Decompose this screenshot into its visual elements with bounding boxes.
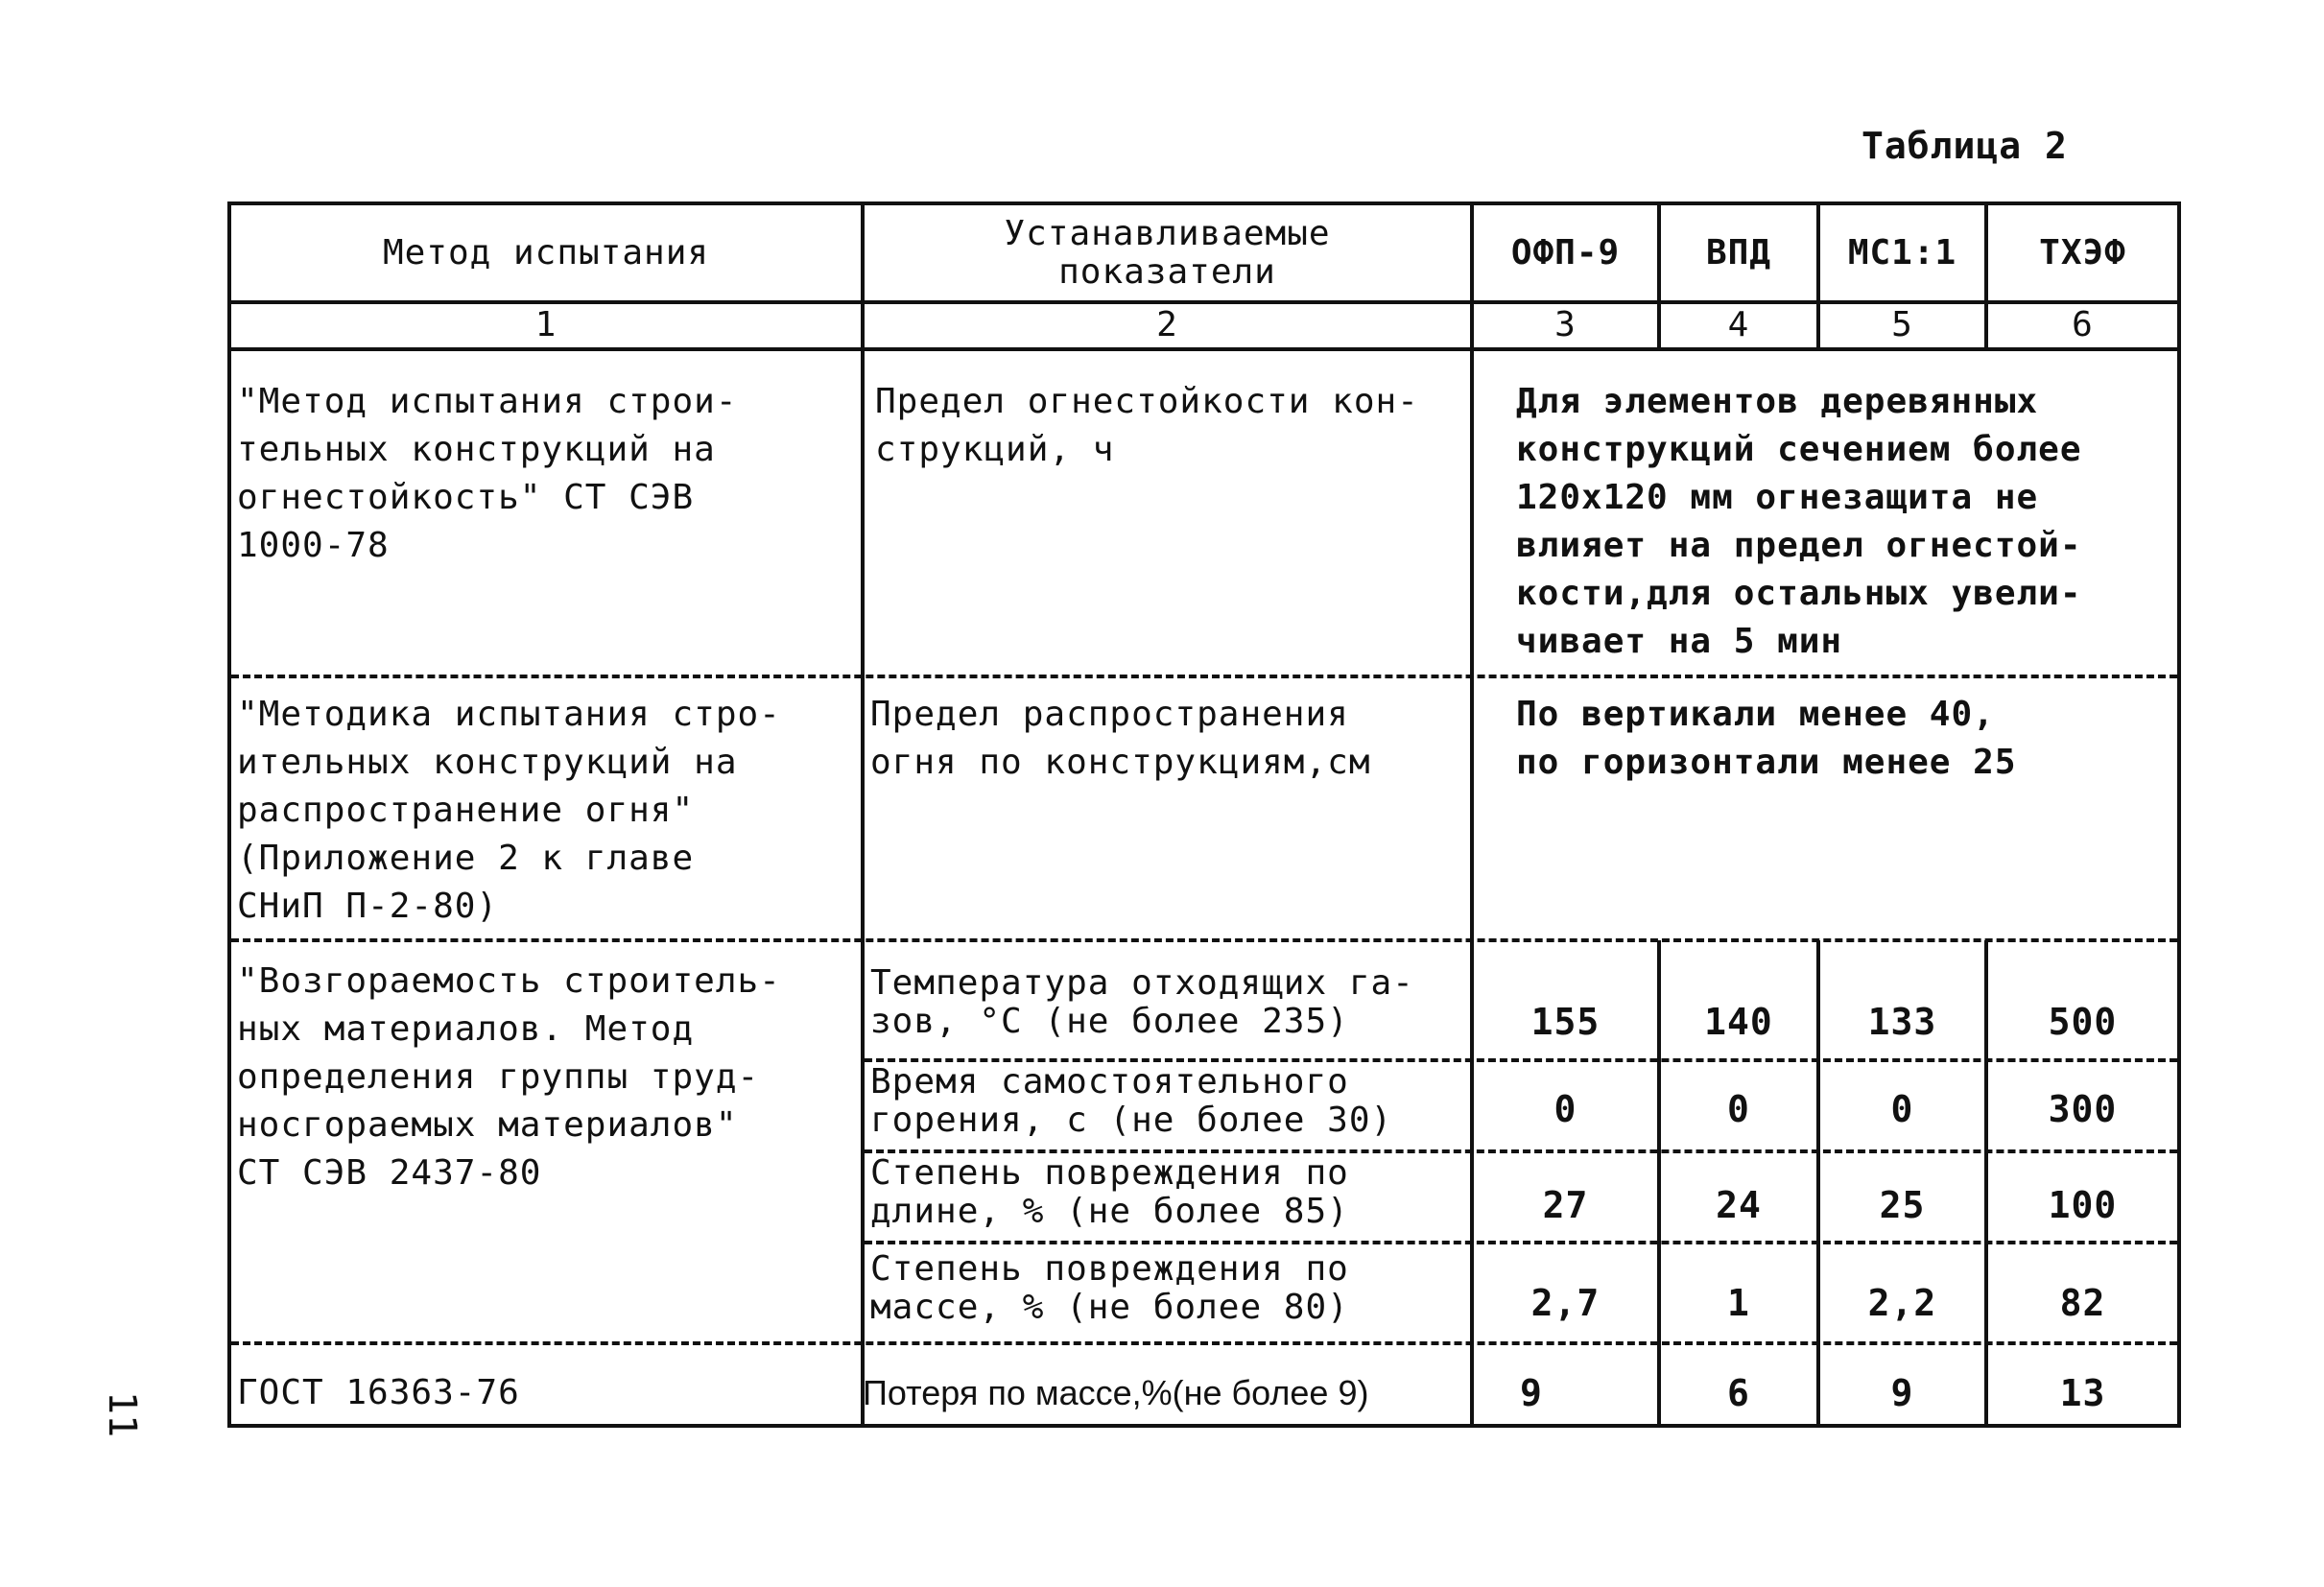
row-separator-2 <box>231 938 2177 942</box>
row3-sub1-value: 133 <box>1867 1001 1937 1043</box>
column-number: 6 <box>2072 305 2094 344</box>
table-title: Таблица 2 <box>1862 125 2068 167</box>
row4-method: ГОСТ 16363-76 <box>237 1373 520 1412</box>
row4-value: 9 <box>1890 1372 1914 1414</box>
row3-sub4-value: 2,2 <box>1867 1282 1937 1324</box>
column-number: 3 <box>1554 305 1577 344</box>
row4-value: 6 <box>1727 1372 1750 1414</box>
subrow-separator-3 <box>865 1241 2177 1244</box>
header-col-4: ВПД <box>1705 232 1772 272</box>
row2-method: "Методика испытания стро- ительных конструкций на распространение огня" (Приложение 2 к главе СНиП П-2-80) <box>237 695 781 926</box>
row3-sub1-value: 500 <box>2048 1001 2118 1043</box>
column-number: 4 <box>1727 305 1750 344</box>
row3-sub3-value: 24 <box>1716 1184 1762 1226</box>
header-method: Метод испытания <box>382 232 710 272</box>
row3-sub1-value: 155 <box>1530 1001 1601 1043</box>
row3-sub2-value: 0 <box>1553 1088 1577 1130</box>
row4-indicator: Потеря по массе,%(не более 9) <box>863 1373 1369 1412</box>
row4-value: 9 <box>1520 1372 1543 1414</box>
row-separator-1 <box>231 675 2177 678</box>
row3-method: "Возгораемость строитель- ных материалов. Метод определения группы труд- носгораемых материалов" СТ СЭВ 2437-80 <box>237 961 781 1193</box>
row3-sub3-value: 27 <box>1542 1184 1589 1226</box>
column-number: 1 <box>534 305 557 344</box>
row3-sub4-indicator: Степень повреждения по массе, % (не более 80) <box>870 1249 1349 1327</box>
row1-merged-value: Для элементов деревянных конструкций сечением более 120х120 мм огнезащита не влияет на предел огнестой- кости,для остальных увели- чивает на 5 мин <box>1516 382 2082 661</box>
row3-sub2-value: 0 <box>1727 1088 1750 1130</box>
row4-value: 13 <box>2059 1372 2106 1414</box>
row-separator-3 <box>231 1341 2177 1345</box>
row3-sub4-value: 82 <box>2059 1282 2106 1324</box>
row3-sub1-indicator: Температура отходящих га- зов, °С (не более 235) <box>870 963 1414 1041</box>
header-col-3: ОФП-9 <box>1510 232 1621 272</box>
row1-method: "Метод испытания строи- тельных конструкций на огнестойкость" СТ СЭВ 1000-78 <box>237 382 738 565</box>
header-col-6: ТХЭФ <box>2039 232 2126 272</box>
row3-sub3-value: 100 <box>2048 1184 2118 1226</box>
column-number-rule <box>227 347 2181 351</box>
row3-sub2-value: 300 <box>2048 1088 2118 1130</box>
row3-sub2-indicator: Время самостоятельного горения, с (не более 30) <box>870 1062 1393 1140</box>
row2-merged-value: По вертикали менее 40, по горизонтали менее 25 <box>1516 695 2017 782</box>
page-number: 11 <box>100 1391 144 1438</box>
header-rule <box>227 300 2181 304</box>
row3-sub4-value: 2,7 <box>1530 1282 1601 1324</box>
column-number: 2 <box>1156 305 1178 344</box>
row1-indicator: Предел огнестойкости кон- струкций, ч <box>875 382 1419 469</box>
header-col-5: МС1:1 <box>1847 232 1957 272</box>
header-indicators: Устанавливаемые показатели <box>1004 213 1331 292</box>
column-number: 5 <box>1891 305 1913 344</box>
row3-sub3-indicator: Степень повреждения по длине, % (не более 85) <box>870 1153 1349 1231</box>
row3-sub3-value: 25 <box>1879 1184 1926 1226</box>
row2-indicator: Предел распространения огня по конструкциям,см <box>870 695 1371 782</box>
row3-sub2-value: 0 <box>1890 1088 1914 1130</box>
row3-sub1-value: 140 <box>1704 1001 1773 1043</box>
row3-sub4-value: 1 <box>1727 1282 1750 1324</box>
